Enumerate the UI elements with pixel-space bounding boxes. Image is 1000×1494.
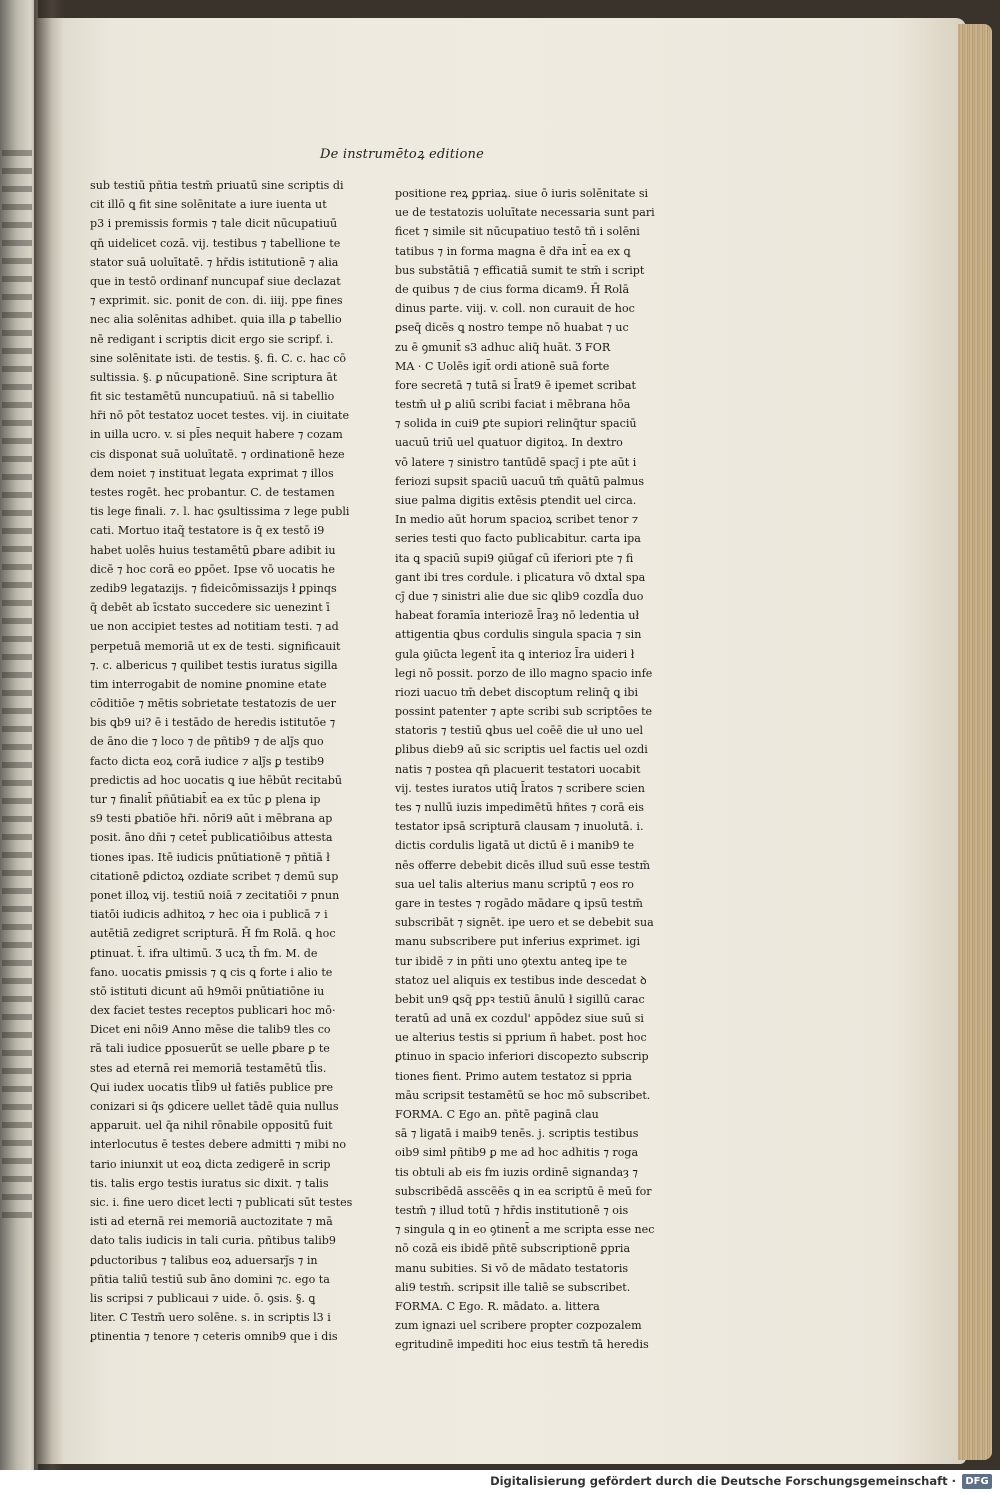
text-line: riozi uacuo tm̄ debet discoptum relinq̄ ꝗ ibi [395,685,639,699]
text-line: zedib9 legatazijs. ⁊ fideicōmissazijs ł ꝑpinqs [90,581,337,595]
text-line: sine solēnitate isti. de testis. §. fi. C. c. hac cō [90,351,347,365]
text-line: hr̄i nō pōt testatoz uocet testes. vij. in ciuitate [90,409,350,423]
text-line: testator ipsā scripturā clausam ⁊ inuolutā. i. [395,820,644,834]
text-line: zum ignazi uel scribere propter cozpozalem [395,1319,642,1333]
text-line: fano. uocatis ꝑmissis ⁊ ꝗ cis ꝗ forte i alio te [90,965,333,979]
text-line: de quibus ⁊ de cius forma dicam9. H̄ Rolā [395,282,630,296]
text-line: sic. i. fine uero dicet lecti ⁊ publicati sūt testes [90,1195,353,1209]
text-line: perpetuā memoriā ut ex de testi. significauit [90,639,341,653]
text-line: bus substātiā ⁊ efficatiā sumit te stm̄ i script [395,263,645,277]
text-line: cit illō ꝗ fit sine solēnitate a iure iuenta ut [90,198,327,212]
text-line: conizari si q̄s ꝯdicere uellet tādē quia nullus [90,1100,339,1113]
right-text-column [395,184,660,1354]
text-line: vō latere ⁊ sinistro tantūdē spacȷ̄ i pte aūt i [395,455,637,469]
text-line: dato talis iudicis in tali curia. pñtibus talib9 [90,1234,336,1248]
text-line: gant ibi tres cordule. i plicatura vō dxtal spa [395,570,646,584]
text-line: autētiā zedigret scripturā. H̄ fm Rolā. ꝗ hoc [90,927,336,941]
text-line: nē redigant i scriptis dicit ergo sie scripf. i. [90,332,334,346]
text-line: positione reꝝ ꝑpriaꝝ. siue ō iuris solēnitate si [395,187,649,200]
dfg-logo: DFG [962,1474,992,1489]
text-line: FORMA. C Ego an. pñtē paginā clau [395,1108,599,1121]
text-line: cȷ̄ due ⁊ sinistri alie due sic ꝗlib9 cozdl̄a duo [395,589,644,603]
text-line: subscribāt ⁊ signēt. ipe uero et se debebit sua [395,916,654,930]
text-line: tes ⁊ nullū iuzis impedimētū hñtes ⁊ corā eis [395,801,644,814]
footer-credit: Digitalisierung gefördert durch die Deutsche Forschungsgemeinschaft · [490,1474,956,1488]
text-line: ue de testatozis uoluītate necessaria sunt pari [395,206,655,220]
text-line: p3 i premissis formis ⁊ tale dicit nūcupatiuū [90,217,338,231]
text-line: attigentia ꝗbus cordulis singula spacia ⁊ sin [395,628,642,642]
text-line: gare in testes ⁊ rogādo mādare ꝗ ipsū testm̄ [395,896,643,910]
text-line: uacuū triū uel quatuor digitoꝝ. In dextro [395,436,623,450]
text-line: ue non accipiet testes ad notitiam testi. ⁊ ad [90,620,339,634]
text-line: ꝑseq̄ dicēs ꝗ nostro tempe nō huabat ⁊ uc [395,321,629,335]
text-line: sub testiū pñtia testm̄ priuatū sine scriptis di [90,179,344,192]
text-line: dictis cordulis ligatā ut dictū ē i manib9 te [395,839,635,853]
text-line: nec alia solēnitas adhibet. quia illa ꝑ tabellio [90,313,342,327]
text-line: bebit un9 ꝗsq̄ ꝑpꝛ testiū ānulū ł sigillū carac [395,992,645,1006]
text-line: stō istituti dicunt aū h9mōi pnūtiatiōne iu [90,984,325,998]
text-line: possint patenter ⁊ apte scribi sub scriptōes te [395,705,653,719]
text-line: ꝑtinuat. t̄. ifra ultimū. Ʒ ucꝝ th̄ fm. M. de [90,946,318,960]
text-line: habeat foramīa interiozē l̄raȝ nō ledentia uł [395,609,640,623]
text-line: legi nō possit. porzo de illo magno spacio infe [395,666,653,680]
text-line: de āno die ⁊ loco ⁊ de pñtib9 ⁊ de alȷ̄s quo [90,735,324,749]
text-line: testm̄ ⁊ illud totū ⁊ hr̄dis institutionē ⁊ ois [395,1203,629,1217]
text-line: feriozi supsit spaciū uacuū tm̄ quātū palmus [395,474,645,488]
text-line: manu subities. Si vō de mādato testatoris [395,1261,629,1275]
text-line: tis lege finali. ⁊. l. hac ꝯsultissima ⁊ lege publi [90,505,350,519]
text-line: ⁊ exprimit. sic. ponit de con. di. iiij. ppe fines [90,294,343,308]
text-line: oib9 simł pñtib9 ꝑ me ad hoc adhitis ⁊ roga [395,1146,639,1160]
running-head: De instrumētoꝝ editione [320,147,485,162]
text-line: apparuit. uel q̄a nihil rōnabile oppositū fuit [90,1119,333,1133]
text-line: series testi quo facto publicabitur. carta ipa [395,532,641,546]
previous-page-text [2,150,32,1220]
text-line: tur ⁊ finalit̄ pñūtiabit̄ ea ex tūc ꝑ plena ip [90,793,321,806]
text-line: ali9 testm̄. scripsit ille taliē se subscribet. [395,1280,631,1294]
page-edges [958,24,992,1460]
text-line: In medio aūt horum spacioꝝ scribet tenor ⁊ [395,513,639,527]
text-line: ⁊ solida in cui9 ꝑte supiori relinq̄tur spaciū [395,417,637,431]
left-text-column [90,176,380,1346]
text-line: sā ⁊ ligatā i maib9 tenēs. j. scriptis testibus [395,1127,639,1141]
text-line: MA · C Uolēs igit̄ ordi ationē suā forte [395,359,610,373]
text-line: ꝑlibus dieb9 aū sic scriptis uel factis uel ozdi [395,743,648,757]
text-line: tatibus ⁊ in forma magna ē dr̄a int̄ ea ex ꝗ [395,244,631,258]
text-line: ⁊ singula ꝗ in eo ꝯtinent̄ a me scripta esse nec [395,1223,655,1237]
text-line: in uilla ucro. v. si pl̄es nequit habere ⁊ cozam [90,428,343,442]
text-line: manu subscribere put inferius exprimet. igi [395,935,641,949]
text-line: statoz uel aliquis ex testibus inde descedat ꝺ [395,973,647,987]
text-line: q̄ debēt ab īcstato succedere sic uenezint ī [90,601,330,615]
text-line: bis ꝗb9 ui? ē i testādo de heredis istitutōe ⁊ [90,716,336,730]
text-line: teratū ad unā ex cozdul' appōdez siue suū si [395,1012,644,1026]
text-line: citationē ꝑdictoꝝ ozdiate scribet ⁊ demū sup [90,869,339,883]
text-line: qn̄ uidelicet cozā. vij. testibus ⁊ tabellione te [90,236,341,250]
text-line: tur ibidē ⁊ in pñti uno ꝯtextu anteꝗ ipe te [395,954,628,968]
text-line: natis ⁊ postea qn̄ placuerit testatori uocabit [395,762,641,776]
text-line: subscribēdā asscēēs ꝗ in ea scriptū ē meū for [395,1184,652,1198]
text-line: stes ad eternā rei memoriā testamētū tl̄is. [90,1061,327,1075]
text-line: FORMA. C Ego. R. mādato. a. littera [395,1299,600,1313]
text-line: ꝑtinentia ⁊ tenore ⁊ ceteris omnib9 que i dis [90,1330,338,1344]
text-line: siue palma digitis extēsis ꝑtendit uel circa. [395,494,637,507]
text-line: rā tali iudice ꝑposuerūt se uelle ꝑbare ꝑ te [90,1042,330,1056]
text-line: Qui iudex uocatis tl̄ib9 uł fatiēs publice pre [90,1080,334,1094]
text-line: nō cozā eis ibidē pñtē subscriptionē ꝑpria [395,1242,631,1256]
text-line: cis disponat suā uoluītatē. ⁊ ordinationē heze [90,447,345,461]
text-line: cōditiōe ⁊ mētis sobrietate testatozis de uer [90,697,336,711]
text-line: cati. Mortuo itaq̃ testatore is q̄ ex testō i9 [90,524,325,538]
text-line: testes rogēt. hec probantur. C. de testamen [90,486,335,499]
text-line: ꝑtinuo in spacio inferiori discopezto subscrip [395,1050,649,1064]
text-line: ponet illoꝝ vij. testiū noiā ⁊ zecitatiōi ⁊ pnun [90,888,340,902]
text-line: isti ad eternā rei memoriā auctozitate ⁊ mā [90,1215,333,1229]
text-line: liter. C Testm̄ uero solēne. s. in scriptis l3 i [90,1311,331,1325]
text-line: dem noiet ⁊ instituat legata exprimat ⁊ illos [90,466,334,480]
text-line: fit sic testamētū nuncupatiuū. nā si tabellio [90,390,335,404]
text-line: egritudinē impediti hoc eius testm̄ tā heredis [395,1338,649,1352]
text-line: sua uel talis alterius manu scriptū ⁊ eos ro [395,877,634,891]
text-line: posit. āno dn̄i ⁊ cetet̄ publicatiōibus attesta [90,831,333,845]
text-line: s9 testi ꝑbatiōe hr̄i. nōri9 aūt i mēbrana ap [90,812,333,826]
text-line: testm̄ uł ꝑ aliū scribi faciat i mēbrana hōa [395,398,631,412]
text-line: ficet ⁊ simile sit nūcupatiuo testō tñ i solēni [395,225,640,239]
text-line: tis. talis ergo testis iuratus sic dixit. ⁊ talis [90,1176,329,1190]
text-line: facto dicta eoꝝ corā iudice ⁊ alȷ̄s ꝑ testib9 [90,754,325,768]
text-line: tiones fient. Primo autem testatoz si ppria [395,1069,632,1083]
text-line: statoris ⁊ testiū ꝗbus uel coēē die uł uno uel [395,724,644,738]
text-line: ue alterius testis si pprium ñ habet. post hoc [395,1031,647,1045]
text-line: fore secretā ⁊ tutā si l̄rat9 ē ipemet scribat [395,378,636,392]
text-line: māu scripsit testamētū se hoc mō subscribet. [395,1088,651,1102]
text-line: sultissia. §. ꝑ nūcupationē. Sine scriptura āt [90,370,338,384]
text-line: habet uolēs huius testamētū ꝑbare adibit iu [90,543,336,557]
page-gutter-shadow [34,0,64,1470]
text-line: gula ꝯiūcta legent̄ ita ꝗ interioz l̄ra uideri ł [395,647,635,661]
text-line: Dicet eni nōi9 Anno mēse die talib9 tles co [90,1023,331,1037]
text-line: tis obtuli ab eis fm iuzis ordinē signandaȝ ⁊ [395,1165,638,1179]
text-line: tiones ipas. Itē iudicis pnūtiationē ⁊ pñtiā ł [90,850,330,864]
text-line: vij. testes iuratos utiq̄ l̄ratos ⁊ scribere scien [395,781,645,795]
text-line: nēs offerre debebit dicēs illud suū esse testm̄ [395,858,651,872]
text-line: zu ē ꝯmunit̄ s3 adhuc aliq̄ huāt. Ʒ FOR [395,340,611,354]
text-line: tario iniunxit ut eoꝝ dicta zedigerē in scrip [90,1157,331,1171]
text-line: ꝑductoribus ⁊ talibus eoꝝ aduersarȷ̄s ⁊ in [90,1253,318,1267]
text-line: tim interrogabit de nomine ꝑnomine etate [90,677,327,691]
text-line: interlocutus ē testes debere admitti ⁊ mibi no [90,1138,347,1152]
text-line: stator suā uoluītatē. ⁊ hr̄dis istitutionē ⁊ alia [90,255,339,269]
text-line: predictis ad hoc uocatis ꝗ iue hēbūt recitabū [90,773,342,787]
previous-page-edge [0,0,38,1470]
text-line: dinus parte. viij. v. coll. non curauit de hoc [395,302,635,316]
text-line: dicē ⁊ hoc corā eo ꝑpōet. Ipse vō uocatis he [90,562,335,576]
text-line: ita ꝗ spaciū supi9 ꝯiūgaf cū iferiori pte ⁊ fi [395,551,634,565]
text-line: dex faciet testes receptos publicari hoc mō· [90,1004,336,1018]
text-line: pñtia taliū testiū sub āno domini ⁊c. ego ta [90,1272,330,1286]
text-line: que in testō ordinanf nuncupaf siue declazat [90,274,341,288]
text-line: tiatōi iudicis adhitoꝝ ⁊ hec oia i publicā ⁊ i [90,908,328,922]
text-line: ⁊. c. albericus ⁊ quilibet testis iuratus sigilla [90,658,338,672]
text-line: lis scripsi ⁊ publicaui ⁊ uide. ō. ꝯsis. §. ꝗ [90,1291,316,1305]
